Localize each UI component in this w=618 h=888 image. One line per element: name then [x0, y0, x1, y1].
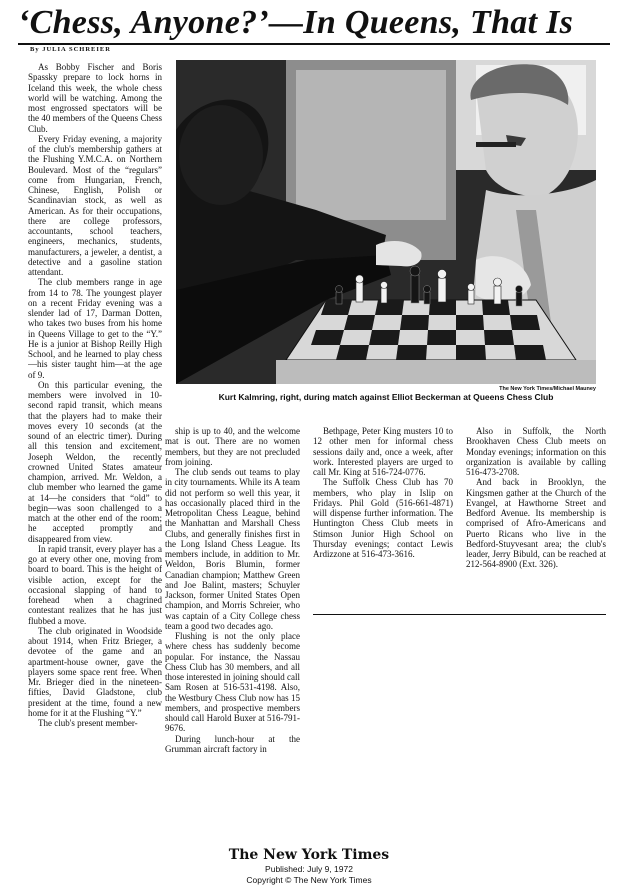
paragraph: The club members range in age from 14 to 78. The youngest player on a recent Friday evening was a slender lad of 17, Darman Dotten, who takes two buses from his home in Queens Village to get to the “Y.” He is a junior at Bishop Reilly High School, and he learned to play chess—his sister taught him—at the age of 9. [28, 277, 162, 380]
page-footer [0, 846, 618, 886]
paragraph: Every Friday evening, a majority of the club's membership gathers at the Flushing Y.M.C.A. on Northern Boulevard. Most of the “regulars” come from Hungarian, French, Chinese, English, Polish or Scandinavian stock, as well as American. As for their occupations, there are college professors, accountants, school teachers, engineers, mechanics, students, manufacturers, a jeweler, a dentist, a detective and a gasoline station attendant. [28, 133, 162, 277]
photo-caption: Kurt Kalmring, right, during match against Elliot Beckerman at Queens Chess Club [218, 392, 554, 402]
byline: By JULIA SCHREIER [30, 46, 111, 53]
headline: ‘Chess, Anyone?’—In Queens, That Is [18, 4, 574, 41]
article-column-2 [165, 426, 300, 836]
headline-rule [18, 43, 610, 45]
article-column-1 [28, 62, 162, 826]
paragraph: The club sends out teams to play in city tournaments. While its A team did not perform so well this year, it has occasionally placed third in the Metropolitan Chess League, behind the Manhattan and Marshall Chess Clubs, and generally finishes first in the Long Island Chess League. Its members include, in addition to Mr. Weldon, Boris Blumin, former Canadian champion; Matthew Green and Joe Balint, masters; Schuyler Jackson, former United States Open champion, and Morris Schreier, who was captain of a City College chess team a good two decades ago. [165, 467, 300, 631]
paragraph: On this particular evening, the members were involved in 10-second rapid transit, which means that the players had to make their moves every 10 seconds (at the sound of an electric timer). During all this tension and excitement, Joseph Weldon, the recently crowned United States amateur champion, arrived. Mr. Weldon, a club member who learned the game at 14—he considers that “old” to begin—was soon challenged to a match at the other end of the room; he accepted promptly and disappeared from view. [28, 379, 162, 544]
paragraph: As Bobby Fischer and Boris Spassky prepare to lock horns in Iceland this week, the whole chess world will be watching. Among the most engrossed spectators will be the 40 members of the Queens Chess Club. [28, 62, 162, 134]
article-column-3 [313, 426, 453, 606]
paragraph: Also in Suffolk, the North Brookhaven Chess Club meets on Monday evenings; information on this organization is available by calling 516-473-2708. [466, 426, 606, 477]
paragraph: The Suffolk Chess Club has 70 members, who play in Islip on Fridays. Phil Gold (516-661-4871) will dispense further information. The Huntington Chess Club meets in Stimson Junior High School on Thursday evenings; contact Lewis Ardizzone at 516-473-3616. [313, 477, 453, 559]
nyt-logo: The New York Times [228, 847, 390, 863]
photo-credit: The New York Times/Michael Mauney [499, 386, 596, 392]
paragraph: In rapid transit, every player has a go at every other one, moving from board to board. This is the height of visible action, except for the occasional slapping of hand to forehead when a chagrined contestant realizes that he has just flubbed a move. [28, 543, 162, 626]
paragraph: During lunch-hour at the Grumman aircraft factory in [165, 733, 300, 754]
paragraph: The club originated in Woodside about 1914, when Fritz Brieger, a devotee of the game and an apartment-house owner, gave the players some space rent free. When Mr. Brieger died in the nineteen-fifties, David Gladstone, club president at the time, found a new home for it at the Flushing “Y.” [28, 625, 162, 718]
paragraph: The club's present member- [38, 718, 138, 728]
section-end-rule [313, 614, 606, 615]
paragraph: And back in Brooklyn, the Kingsmen gather at the Church of the Evangel, at Hawthorne Street and Bedford Avenue. Its membership is comprised of Afro-Americans and Puerto Ricans who live in the Bedford-Stuyvesant area; the club's leader, Jerry Bibuld, can be reached at 212-564-8900 (Ext. 326). [466, 477, 606, 570]
paragraph: Bethpage, Peter King musters 10 to 12 other men for informal chess sessions daily and, once a week, after work. Interested players are urged to call Mr. King at 516-724-0776. [313, 426, 453, 477]
article-column-4 [466, 426, 606, 606]
chess-match-photo-image [176, 60, 596, 384]
paragraph: ship is up to 40, and the welcome mat is out. There are no women members, but they are not precluded from joining. [165, 426, 300, 467]
copyright-notice: Copyright © The New York Times [246, 875, 372, 885]
chess-match-photo [176, 60, 596, 384]
paragraph: Flushing is not the only place where chess has suddenly become popular. For instance, the Nassau Chess Club has 30 members, and all those interested in joining should call Sam Rosen at 516-531-4198. Also, the Westbury Chess Club now has 15 members, and prospective members should call Harold Buxer at 516-791-9676. [165, 631, 300, 734]
published-date: Published: July 9, 1972 [265, 864, 353, 874]
